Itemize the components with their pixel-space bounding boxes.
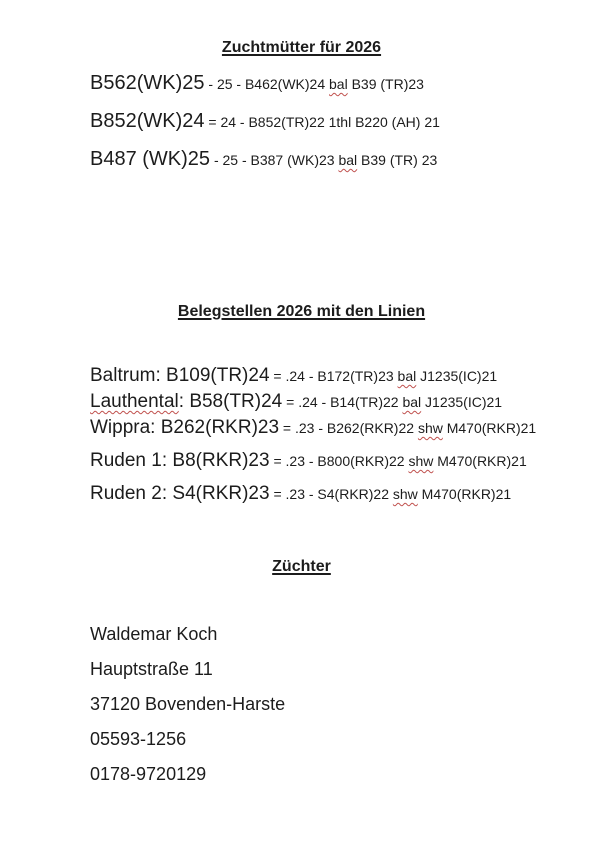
breeder-street: Hauptstraße 11 [90,659,213,679]
lineage-note: = 24 - B852(TR)22 1thl B220 (AH) 21 [204,114,440,130]
lineage-note: J1235(IC)21 [421,394,503,410]
misspelled-station-name: Lauthental [90,391,179,412]
station-name: Baltrum: [90,365,167,386]
breeder-mobile: 0178-9720129 [90,764,207,784]
misspelled-word: shw [392,486,418,502]
lineage-note: B39 (TR) 23 [357,152,438,168]
lineage-note: B39 (TR)23 [347,76,424,92]
belegstelle-row [90,415,603,441]
lineage-note: = .23 - B800(RKR)22 [269,453,409,469]
queen-code: B8(RKR)23 [172,450,270,471]
station-name: Wippra: [90,417,161,438]
station-name: Ruden 1: [90,450,173,471]
lineage-note: - 25 - B462(WK)24 [204,76,329,92]
lineage-note: M470(RKR)21 [433,453,527,469]
misspelled-word: bal [402,394,422,410]
lineage-note: = .23 - B262(RKR)22 [279,420,418,436]
breeding-mother-row [90,71,603,96]
section-title-zuchtmuetter: Zuchtmütter für 2026 [221,39,382,56]
misspelled-word: shw [408,453,434,469]
queen-code: S4(RKR)23 [172,483,270,504]
queen-code: B109(TR)24 [166,365,270,386]
lineage-note: = .24 - B14(TR)22 [282,394,403,410]
misspelled-word: bal [397,368,417,384]
breeder-name: Waldemar Koch [90,624,218,644]
misspelled-word: bal [329,76,348,92]
breeding-mother-row [90,109,603,134]
breeder-phone: 05593-1256 [90,729,187,749]
belegstelle-row [90,448,603,474]
breeding-mother-row [90,147,603,172]
lineage-note: M470(RKR)21 [442,420,537,436]
lineage-note: = .23 - S4(RKR)22 [269,486,393,502]
belegstelle-row [90,389,603,415]
lineage-note: J1235(IC)21 [416,368,498,384]
queen-code: B562(WK)25 [90,72,205,94]
queen-code: B58(TR)24 [189,391,283,412]
section-title-belegstellen: Belegstellen 2026 mit den Linien [177,303,426,320]
section-title-zuechter: Züchter [272,558,331,575]
misspelled-word: bal [338,152,358,168]
queen-code: B852(WK)24 [90,110,205,132]
lineage-note: = .24 - B172(TR)23 [269,368,398,384]
station-name: Ruden 2: [90,483,173,504]
queen-code: B262(RKR)23 [160,417,280,438]
breeder-city: 37120 Bovenden-Harste [90,694,286,714]
station-name: : [178,391,190,412]
queen-code: B487 (WK)25 [90,148,211,170]
lineage-note: - 25 - B387 (WK)23 [210,152,339,168]
lineage-note: M470(RKR)21 [417,486,512,502]
misspelled-word: shw [417,420,443,436]
belegstelle-row [90,363,603,389]
belegstelle-row [90,481,603,507]
